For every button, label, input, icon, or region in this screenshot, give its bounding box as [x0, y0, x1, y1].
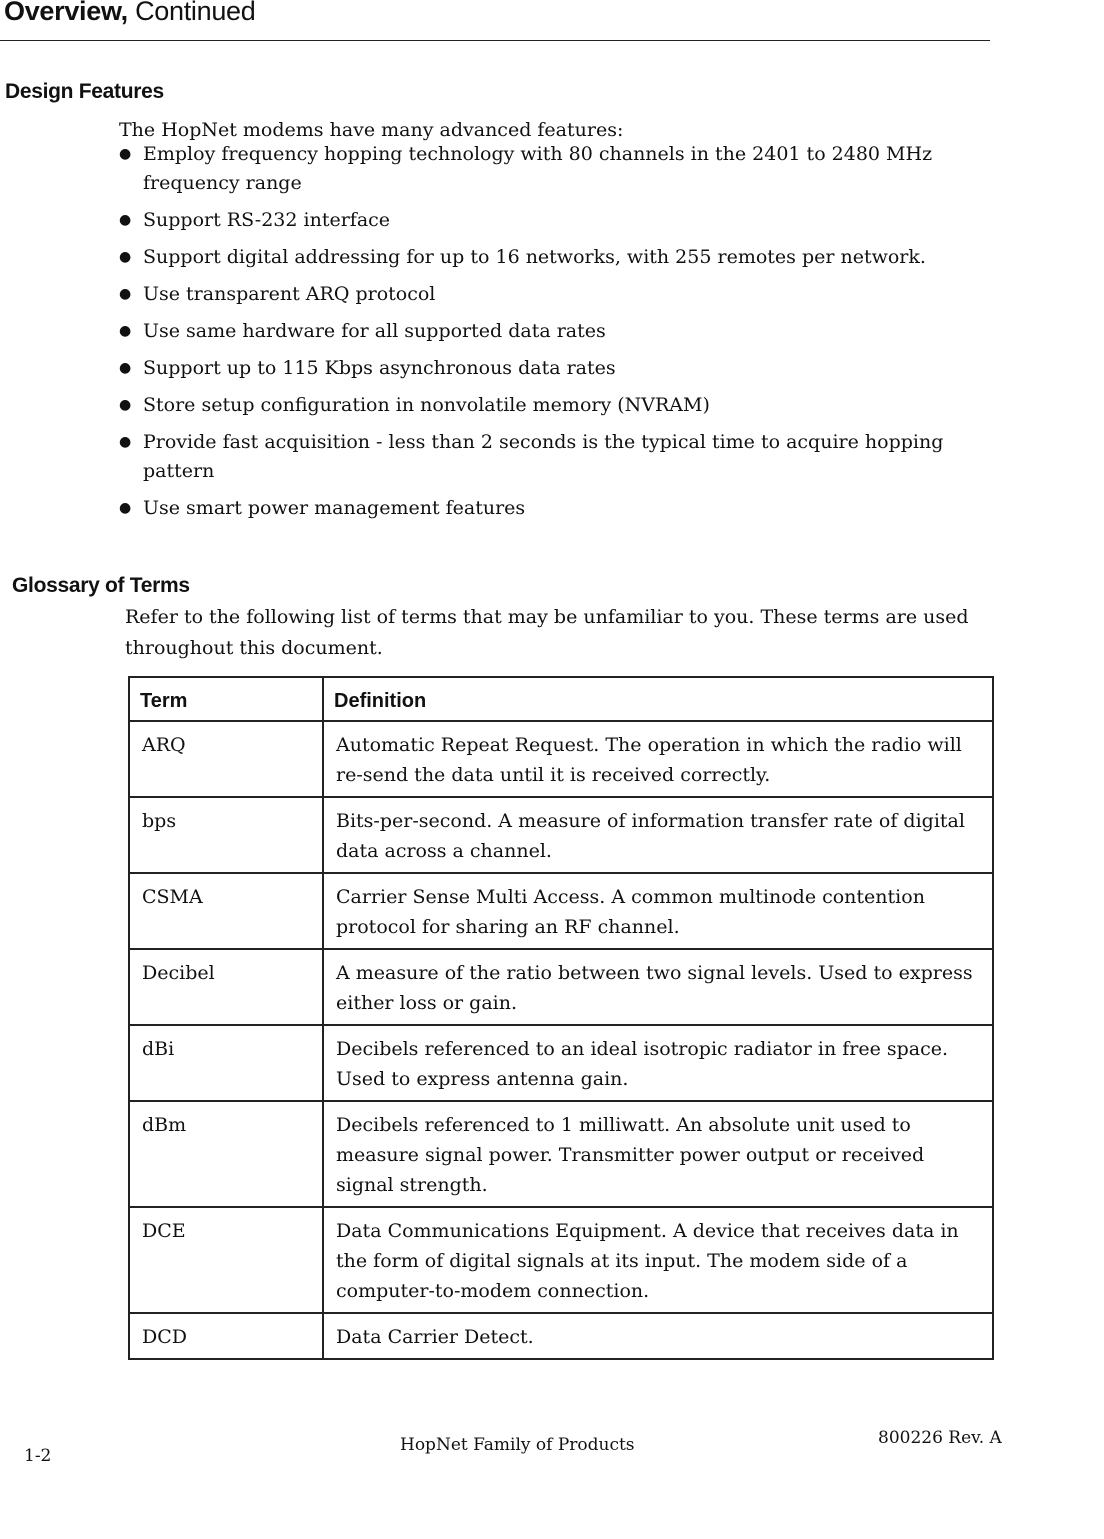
feature-item — [119, 391, 999, 420]
table-row — [129, 1313, 993, 1359]
table-row — [129, 1207, 993, 1313]
definition-cell: Decibels referenced to 1 milliwatt. An absolute unit used to measure signal power. Transmitter power output or received signal strength. — [323, 1101, 993, 1207]
footer-revision: 800226 Rev. A — [878, 1428, 1002, 1448]
feature-item — [119, 428, 999, 486]
table-row — [129, 721, 993, 797]
feature-item — [119, 243, 999, 272]
page-title — [4, 0, 256, 27]
term-cell: bps — [129, 797, 323, 873]
glossary-table — [128, 676, 994, 1360]
table-row — [129, 797, 993, 873]
footer-title: HopNet Family of Products — [400, 1435, 635, 1455]
header-rule — [0, 40, 990, 41]
column-header-definition: Definition — [323, 677, 993, 721]
feature-text: Support digital addressing for up to 16 networks, with 255 remotes per network. — [143, 246, 926, 268]
feature-text: Support up to 115 Kbps asynchronous data rates — [143, 357, 616, 379]
definition-cell: Carrier Sense Multi Access. A common multinode contention protocol for sharing an RF channel. — [323, 873, 993, 949]
table-row — [129, 873, 993, 949]
bullet-icon: ● — [119, 249, 132, 265]
feature-text: Employ frequency hopping technology with 80 channels in the 2401 to 2480 MHz frequency range — [143, 143, 933, 194]
feature-text: Support RS-232 interface — [143, 209, 391, 231]
bullet-icon: ● — [119, 286, 132, 302]
feature-item — [119, 280, 999, 309]
glossary-intro: Refer to the following list of terms that may be unfamiliar to you. These terms are used throughout this document. — [125, 606, 969, 659]
bullet-icon: ● — [119, 212, 132, 228]
term-cell: ARQ — [129, 721, 323, 797]
page-title-continued: Continued — [135, 0, 256, 26]
bullet-icon: ● — [119, 323, 132, 339]
term-cell: dBi — [129, 1025, 323, 1101]
column-header-term: Term — [129, 677, 323, 721]
design-features-heading: Design Features — [5, 80, 164, 103]
design-features-intro: The HopNet modems have many advanced features: — [119, 119, 624, 141]
feature-text: Provide fast acquisition - less than 2 seconds is the typical time to acquire hopping pattern — [143, 431, 944, 482]
feature-list — [119, 140, 999, 531]
term-cell: DCE — [129, 1207, 323, 1313]
feature-item — [119, 206, 999, 235]
definition-cell: Data Communications Equipment. A device that receives data in the form of digital signals at its input. The modem side of a computer-to-modem connection. — [323, 1207, 993, 1313]
bullet-icon: ● — [119, 434, 132, 450]
feature-text: Use same hardware for all supported data rates — [143, 320, 606, 342]
feature-item — [119, 140, 999, 198]
footer-page-number: 1-2 — [24, 1446, 52, 1466]
definition-cell: Data Carrier Detect. — [323, 1313, 993, 1359]
table-row — [129, 1025, 993, 1101]
feature-text: Use transparent ARQ protocol — [143, 283, 436, 305]
term-cell: DCD — [129, 1313, 323, 1359]
feature-text: Store setup configuration in nonvolatile memory (NVRAM) — [143, 394, 710, 416]
feature-item — [119, 494, 999, 523]
bullet-icon: ● — [119, 397, 132, 413]
page-title-bold: Overview, — [4, 0, 128, 26]
term-cell: dBm — [129, 1101, 323, 1207]
bullet-icon: ● — [119, 146, 132, 162]
definition-cell: Bits-per-second. A measure of information transfer rate of digital data across a channel. — [323, 797, 993, 873]
term-cell: CSMA — [129, 873, 323, 949]
feature-item — [119, 317, 999, 346]
table-row — [129, 949, 993, 1025]
table-header-row — [129, 677, 993, 721]
definition-cell: Automatic Repeat Request. The operation in which the radio will re-send the data until it is received correctly. — [323, 721, 993, 797]
glossary-heading: Glossary of Terms — [12, 574, 190, 597]
bullet-icon: ● — [119, 360, 132, 376]
feature-item — [119, 354, 999, 383]
term-cell: Decibel — [129, 949, 323, 1025]
bullet-icon: ● — [119, 500, 132, 516]
definition-cell: A measure of the ratio between two signal levels. Used to express either loss or gain. — [323, 949, 993, 1025]
definition-cell: Decibels referenced to an ideal isotropic radiator in free space. Used to express antenna gain. — [323, 1025, 993, 1101]
table-row — [129, 1101, 993, 1207]
feature-text: Use smart power management features — [143, 497, 526, 519]
